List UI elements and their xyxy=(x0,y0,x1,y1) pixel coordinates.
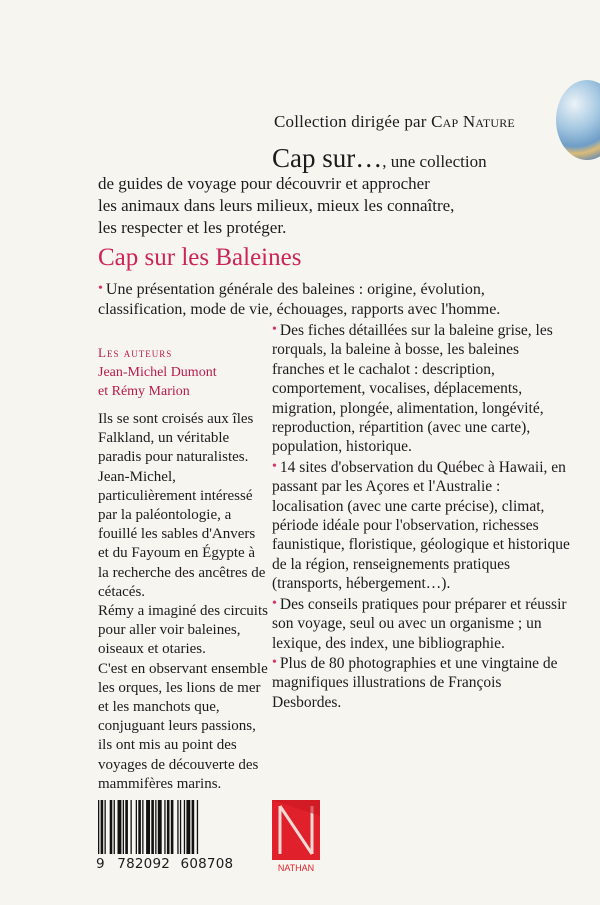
barcode-bar xyxy=(177,800,178,854)
bullet-item xyxy=(272,320,572,457)
bio-paragraph: Ils se sont croisés aux îles Falkland, un véritable paradis pour naturalistes. Jean-Michel, particulièrement intéressé par la paléontologie, a fouillé les sables d'Anvers et du Fayoum en Égypte à la recherche des ancêtres de cétacés. xyxy=(98,411,266,600)
bullet-text: Une présentation générale des baleines : origine, évolution, classification, mode de vie, échouages, rapports avec l'homme. xyxy=(98,281,501,318)
barcode-bar xyxy=(105,800,106,854)
authors-names xyxy=(98,363,217,401)
barcode-bar xyxy=(125,800,128,854)
barcode-bar xyxy=(110,800,113,854)
bullet-icon: • xyxy=(272,322,277,337)
barcode-bar xyxy=(155,800,156,854)
barcode xyxy=(96,800,241,875)
barcode-bar xyxy=(123,800,124,854)
bio-paragraph: Rémy a imaginé des circuits pour aller voir baleines, oiseaux et otaries. xyxy=(98,603,268,658)
bullet-item xyxy=(272,457,572,594)
barcode-bar xyxy=(186,800,190,854)
barcode-bars xyxy=(96,800,241,854)
intro-lead: Cap sur… xyxy=(272,143,383,173)
bullet-overview xyxy=(98,279,538,320)
bullet-text: Des conseils pratiques pour préparer et réussir son voyage, seul ou avec un organisme ; un lexique, des index, une bibliographie. xyxy=(272,595,567,652)
barcode-bar xyxy=(146,800,150,854)
series-brand: Cap Nature xyxy=(431,112,515,131)
barcode-bar xyxy=(142,800,143,854)
barcode-bar xyxy=(158,800,162,854)
bullet-text: Plus de 80 photographies et une vingtaine de magnifiques illustrations de François Desbordes. xyxy=(272,654,558,711)
bullet-icon: • xyxy=(272,654,277,670)
barcode-bar xyxy=(101,800,104,854)
bullet-item xyxy=(272,594,572,653)
bullet-text: Des fiches détaillées sur la baleine grise, les rorquals, la baleine à bosse, les baleines franches et le cachalot : description, comportement, vocalises, déplacements, migration, plongée, alimentation, longévité, reproduction, répartition (avec une carte), population, historique. xyxy=(272,322,553,456)
intro-lead-line xyxy=(98,143,538,173)
authors-heading: Les auteurs xyxy=(98,345,173,360)
authors-bio xyxy=(98,410,268,794)
bullet-icon: • xyxy=(272,595,277,611)
barcode-bar xyxy=(171,800,174,854)
barcode-bar xyxy=(138,800,141,854)
barcode-bar xyxy=(98,800,99,854)
contents-bullets xyxy=(272,320,572,712)
bullet-icon: • xyxy=(98,281,103,296)
series-text: Collection dirigée par xyxy=(274,112,427,131)
barcode-bar xyxy=(184,800,185,854)
bullet-icon: • xyxy=(272,458,277,474)
intro-line: les respecter et les protéger. xyxy=(98,218,287,237)
author-name: Jean-Michel Dumont xyxy=(98,365,217,380)
barcode-bar xyxy=(197,800,198,854)
intro-paragraph xyxy=(98,143,538,239)
series-line xyxy=(274,112,515,132)
barcode-bar xyxy=(180,800,181,854)
bullet-item xyxy=(272,653,572,712)
bio-paragraph: C'est en observant ensemble les orques, les lions de mer et les manchots que, conjuguant leurs passions, ils ont mis au point des voyages de découverte des mammifères marins. xyxy=(98,660,268,792)
barcode-group: 608708 xyxy=(180,856,234,872)
intro-line: les animaux dans leurs milieux, mieux les connaître, xyxy=(98,196,455,215)
bullet-text: 14 sites d'observation du Québec à Hawaii, en passant par les Açores et l'Australie : localisation (avec une carte précise), climat, période idéale pour l'observation, richesses faunistique, floristique, géologique et historique de la région, renseignements pratiques (transports, hébergement…). xyxy=(272,458,570,593)
book-title: Cap sur les Baleines xyxy=(98,244,302,271)
barcode-bar xyxy=(131,800,132,854)
publisher-name: NATHAN xyxy=(277,863,315,873)
barcode-bar xyxy=(136,800,137,854)
author-name: et Rémy Marion xyxy=(98,384,190,399)
barcode-lead: 9 xyxy=(96,856,105,872)
intro-lead-rest: , une collection xyxy=(382,152,487,171)
barcode-bar xyxy=(192,800,195,854)
barcode-bar xyxy=(118,800,122,854)
barcode-bar xyxy=(114,800,115,854)
globe-icon xyxy=(556,80,600,160)
barcode-group: 782092 xyxy=(117,856,171,872)
nathan-logo xyxy=(272,800,320,874)
intro-line: de guides de voyage pour découvrir et approcher xyxy=(98,174,430,193)
barcode-bar xyxy=(167,800,170,854)
barcode-number xyxy=(96,856,256,872)
barcode-bar xyxy=(164,800,165,854)
barcode-bar xyxy=(151,800,154,854)
